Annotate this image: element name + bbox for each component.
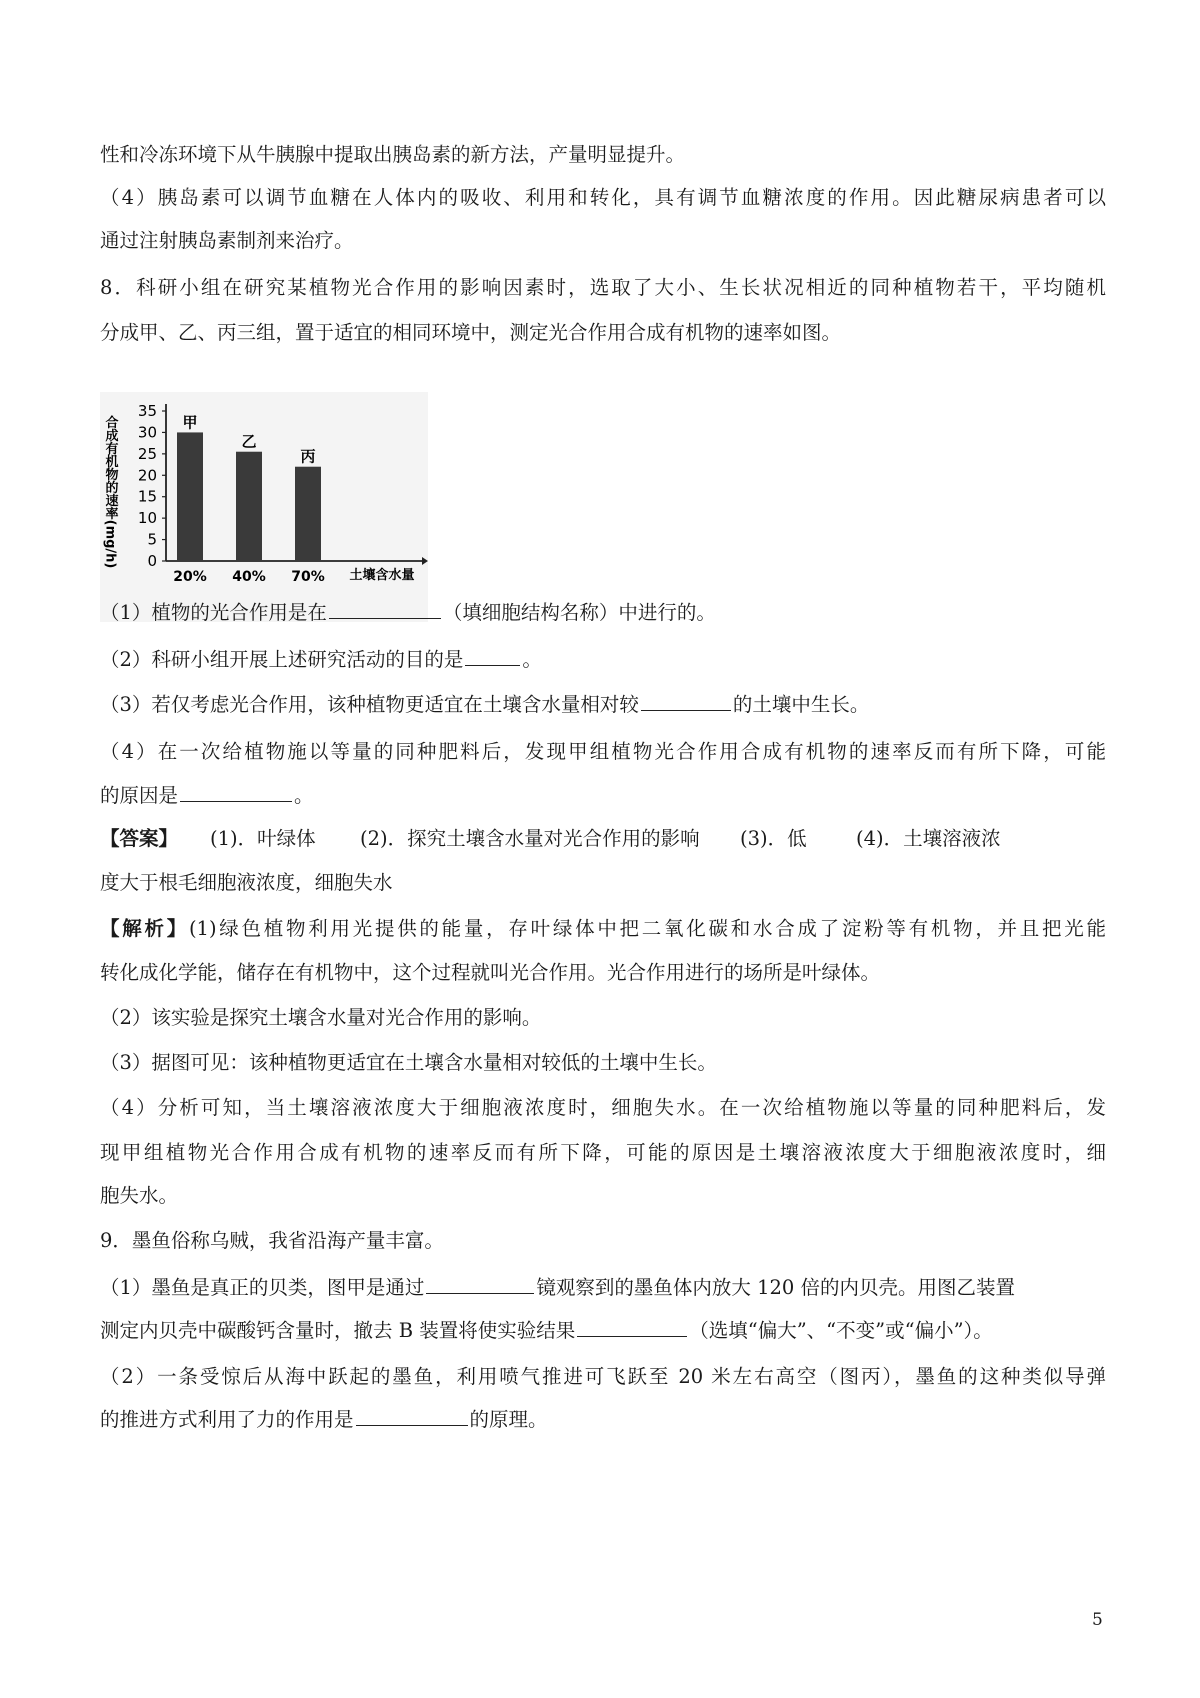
question-9-stem: 9．墨鱼俗称乌贼，我省沿海产量丰富。: [100, 1229, 444, 1252]
chart-ylabel: 合成有机物的速率(mg/h): [102, 415, 118, 569]
explanation-line: [100, 914, 1106, 944]
explanation-line: 转化成化学能，储存在有机物中，这个过程就叫光合作用。光合作用进行的场所是叶绿体。: [100, 961, 881, 984]
question-8-part-2: [100, 645, 542, 675]
bar: [177, 432, 203, 561]
bar: [236, 452, 262, 561]
question-8-stem: 8．科研小组在研究某植物光合作用的影响因素时，选取了大小、生长状况相近的同种植物若干，平均随机: [100, 276, 1106, 299]
part-text: （1）墨鱼是真正的贝类，图甲是通过: [100, 1276, 425, 1299]
x-tick-label: 20%: [173, 569, 207, 585]
explanation-line: （2）该实验是探究土壤含水量对光合作用的影响。: [100, 1006, 542, 1029]
question-8-part-4: [100, 781, 314, 811]
answer-blank: [577, 1316, 687, 1337]
answer-blank: [641, 690, 731, 711]
bar-label: 丙: [300, 447, 316, 466]
x-tick-label: 40%: [232, 569, 266, 585]
photosynthesis-bar-chart: [100, 392, 428, 622]
part-text: （1）植物的光合作用是在: [100, 601, 327, 624]
answer-blank: [426, 1273, 534, 1294]
part-text: （2）科研小组开展上述研究活动的目的是: [100, 648, 464, 671]
part-text: 。: [522, 648, 542, 671]
y-tick-label: 10: [137, 509, 157, 528]
answer-blank: [180, 781, 292, 802]
part-text: （3）若仅考虑光合作用，该种植物更适宜在土壤含水量相对较: [100, 693, 639, 716]
part-text: 测定内贝壳中碳酸钙含量时，撤去 B 装置将使实验结果: [100, 1319, 576, 1342]
y-tick-label: 5: [147, 530, 157, 549]
bar-label: 甲: [182, 413, 198, 432]
answer-line: 度大于根毛细胞液浓度，细胞失水: [100, 871, 393, 894]
part-text: 的原理。: [469, 1408, 548, 1431]
explanation-line: （4）分析可知，当土壤溶液浓度大于细胞液浓度时，细胞失水。在一次给植物施以等量的同种肥料后，发: [100, 1096, 1106, 1119]
answer-blank: [465, 645, 520, 666]
answer-blank: [329, 598, 441, 619]
explanation-line: （3）据图可见：该种植物更适宜在土壤含水量相对较低的土壤中生长。: [100, 1051, 717, 1074]
part-text: （填细胞结构名称）中进行的。: [442, 601, 716, 624]
part-text: 镜观察到的墨鱼体内放大 120 倍的内贝壳。用图乙装置: [536, 1276, 1016, 1299]
text-line: 通过注射胰岛素制剂来治疗。: [100, 229, 354, 252]
explanation-line: 胞失水。: [100, 1184, 179, 1207]
explanation-text: (1)绿色植物利用光提供的能量，存叶绿体中把二氧化碳和水合成了淀粉等有机物，并且把光能: [188, 917, 1106, 940]
page-number: 5: [1092, 1610, 1103, 1630]
answer-item: (4)．土壤溶液浓: [856, 827, 1001, 850]
part-text: 的土壤中生长。: [732, 693, 870, 716]
answer-item: (3)．低: [740, 827, 807, 850]
y-tick-label: 35: [137, 402, 157, 420]
chart-xlabel: 土壤含水量: [349, 568, 415, 583]
question-8-part-4: （4）在一次给植物施以等量的同种肥料后，发现甲组植物光合作用合成有机物的速率反而有所下降，可能: [100, 740, 1106, 763]
answer-item: (1)．叶绿体: [210, 827, 316, 850]
text-line: 性和冷冻环境下从牛胰腺中提取出胰岛素的新方法，产量明显提升。: [100, 143, 686, 166]
explanation-label: 【解析】: [100, 917, 189, 940]
part-text: 。: [294, 784, 314, 807]
part-text: 的推进方式利用了力的作用是: [100, 1408, 354, 1431]
question-9-part-1: [100, 1316, 993, 1346]
y-tick-label: 30: [137, 423, 157, 442]
answer-item: (2)．探究土壤含水量对光合作用的影响: [360, 827, 700, 850]
question-9-part-2: （2）一条受惊后从海中跃起的墨鱼，利用喷气推进可飞跃至 20 米左右高空（图丙），墨鱼的这种类似导弹: [100, 1365, 1106, 1388]
y-tick-label: 15: [137, 487, 157, 506]
part-text: （选填“偏大”、“不变”或“偏小”）。: [689, 1319, 993, 1342]
explanation-line: 现甲组植物光合作用合成有机物的速率反而有所下降，可能的原因是土壤溶液浓度大于细胞液浓度时，细: [100, 1141, 1106, 1164]
question-9-part-1: [100, 1273, 1015, 1303]
bar: [295, 467, 321, 561]
x-tick-label: 70%: [291, 569, 325, 585]
y-tick-label: 25: [137, 444, 157, 463]
question-8-stem: 分成甲、乙、丙三组，置于适宜的相同环境中，测定光合作用合成有机物的速率如图。: [100, 321, 842, 344]
y-tick-label: 20: [137, 466, 157, 485]
text-line: （4）胰岛素可以调节血糖在人体内的吸收、利用和转化，具有调节血糖浓度的作用。因此糖尿病患者可以: [100, 186, 1106, 209]
answer-label: 【答案】: [100, 827, 179, 850]
question-9-part-2: [100, 1405, 548, 1435]
question-8-part-3: [100, 690, 869, 720]
answer-blank: [356, 1405, 468, 1426]
part-text: 的原因是: [100, 784, 179, 807]
question-8-part-1: [100, 598, 716, 628]
answer-line: [100, 824, 1106, 854]
y-tick-label: 0: [147, 552, 157, 570]
bar-label: 乙: [241, 432, 257, 451]
